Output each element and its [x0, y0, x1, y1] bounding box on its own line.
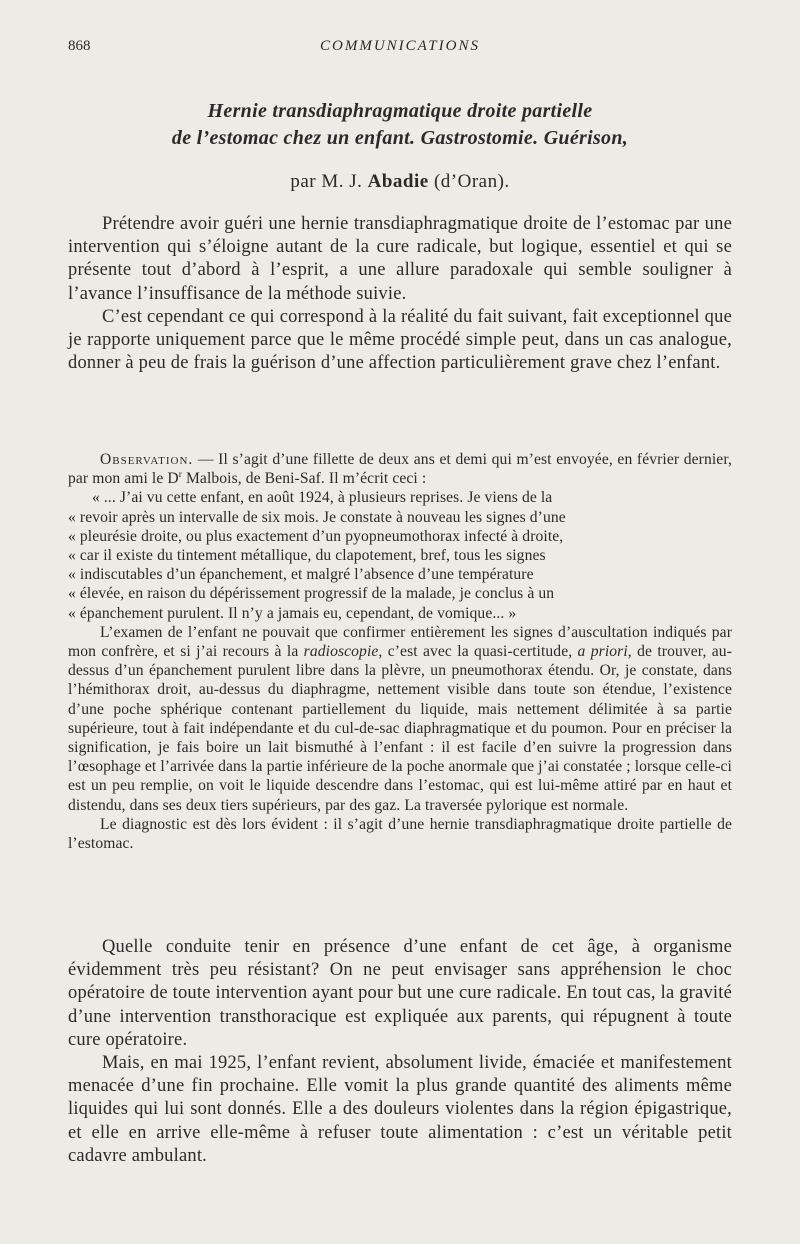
byline-place: (d’Oran).: [433, 171, 510, 192]
a-priori-term: a priori: [577, 643, 628, 661]
byline-author: Abadie: [367, 171, 429, 192]
article-title-block: [68, 98, 732, 193]
running-header: [68, 38, 732, 62]
discussion-paragraph-1: Quelle conduite tenir en présence d’une enfant de cet âge, à organisme évidemment très peu résistant? On ne peut envisager sans appréhension le choc opératoire de toute intervention ayant pour but une cure radicale. En tout cas, la gravité d’une intervention transthoracique est expliquée aux parents, qui répugnent à toute cure opératoire.: [68, 937, 732, 1050]
observation-p2-text-b: , c’est avec la quasi-certitude,: [378, 643, 578, 661]
byline: [68, 171, 732, 193]
observation-superscript: r: [178, 470, 182, 481]
article-title-line-2: de l’estomac chez un enfant. Gastrostomie. Guérison,: [171, 127, 629, 149]
quote-line: « ... J’ai vu cette enfant, en août 1924, à plusieurs reprises. Je viens de la: [92, 489, 553, 507]
observation-paragraph-1: [68, 450, 732, 488]
quote-line: « revoir après un intervalle de six mois. Je constate à nouveau les signes d’une: [68, 508, 566, 526]
article-title-line-1: Hernie transdiaphragmatique droite partielle: [207, 100, 593, 122]
observation-paragraph-2: [68, 623, 732, 815]
page-number: 868: [68, 38, 91, 54]
byline-prefix: par M. J.: [290, 171, 363, 192]
observation-paragraph-3: Le diagnostic est dès lors évident : il s’agit d’une hernie transdiaphragmatique droite partielle de l’estomac.: [68, 815, 732, 853]
discussion-paragraph-2: Mais, en mai 1925, l’enfant revient, absolument livide, émaciée et manifestement menacée d’une fin prochaine. Elle vomit la plus grande quantité des aliments même liquides qui lui sont donnés. Elle a des douleurs violentes dans la région épigastrique, et elle en arrive elle-même à refuser toute alimentation : c’est un véritable petit cadavre ambulant.: [68, 1053, 732, 1166]
quote-line: « car il existe du tintement métallique, du clapotement, bref, tous les signes: [68, 547, 546, 565]
observation-text-b: Malbois, de Beni-Saf. Il m’écrit ceci :: [181, 470, 427, 488]
quote-line: « épanchement purulent. Il n’y a jamais eu, cependant, de vomique... »: [68, 604, 517, 622]
running-title: COMMUNICATIONS: [320, 38, 480, 54]
observation-section: [68, 450, 732, 853]
radioscopie-term: radioscopie: [303, 643, 379, 661]
discussion-section: [68, 936, 732, 1168]
quote-line: « indiscutables d’un épanchement, et malgré l’absence d’une température: [68, 566, 534, 584]
observation-label: Observation.: [100, 451, 194, 468]
observation-p2-text-c: , de trouver, au-dessus d’un épanchement purulent libre dans la plèvre, un pneumothorax étendu. Or, je constate, dans l’hémithorax droit, au-dessus du diaphragme, nettement visible dans toute son étendue, l’existence d’une poche sphérique contenant partiellement du liquide, mais nettement délimitée à sa partie supérieure, tout à fait indépendante et du cul-de-sac diaphragmatique et du poumon. Pour en préciser la signification, je fais boire un lait bismuthé à l’enfant : il est facile d’en suivre la progression dans l’œsophage et l’arrivée dans la partie inférieure de la poche anormale que j’ai constatée ; lorsque celle-ci est un peu remplie, on voit le liquide descendre dans l’estomac, qui est lui-même attiré par en haut et distendu, dans ses deux tiers supérieurs, par des gaz. La traversée pylorique est normale.: [68, 643, 732, 814]
quote-line: « pleurésie droite, ou plus exactement d’un pyopneumothorax infecté à droite,: [68, 527, 564, 545]
intro-paragraph-2: C’est cependant ce qui correspond à la réalité du fait suivant, fait exceptionnel que je rapporte uniquement parce que le même procédé simple peut, dans un cas analogue, donner à peu de frais la guérison d’une affection particulièrement grave chez l’enfant.: [68, 306, 732, 374]
observation-text-a: — Il s’agit d’une fillette de deux ans et demi qui m’est envoyée, en février dernier, par mon ami le D: [68, 451, 732, 488]
intro-paragraph-1: Prétendre avoir guéri une hernie transdiaphragmatique droite de l’estomac par une intervention qui s’éloigne autant de la cure radicale, but logique, essentiel et qui se présente tout d’abord à l’esprit, a une allure paradoxale qui semble souligner à l’avance l’insuffisance de la méthode suivie.: [68, 214, 732, 304]
intro-section: [68, 213, 732, 375]
observation-p2-text-a: L’examen de l’enfant ne pouvait que confirmer entièrement les signes d’auscultation indiqués par mon confrère, et si j’ai recours à la: [68, 623, 732, 661]
quote-line: « élevée, en raison du dépérissement progressif de la malade, je conclus à un: [68, 585, 555, 603]
